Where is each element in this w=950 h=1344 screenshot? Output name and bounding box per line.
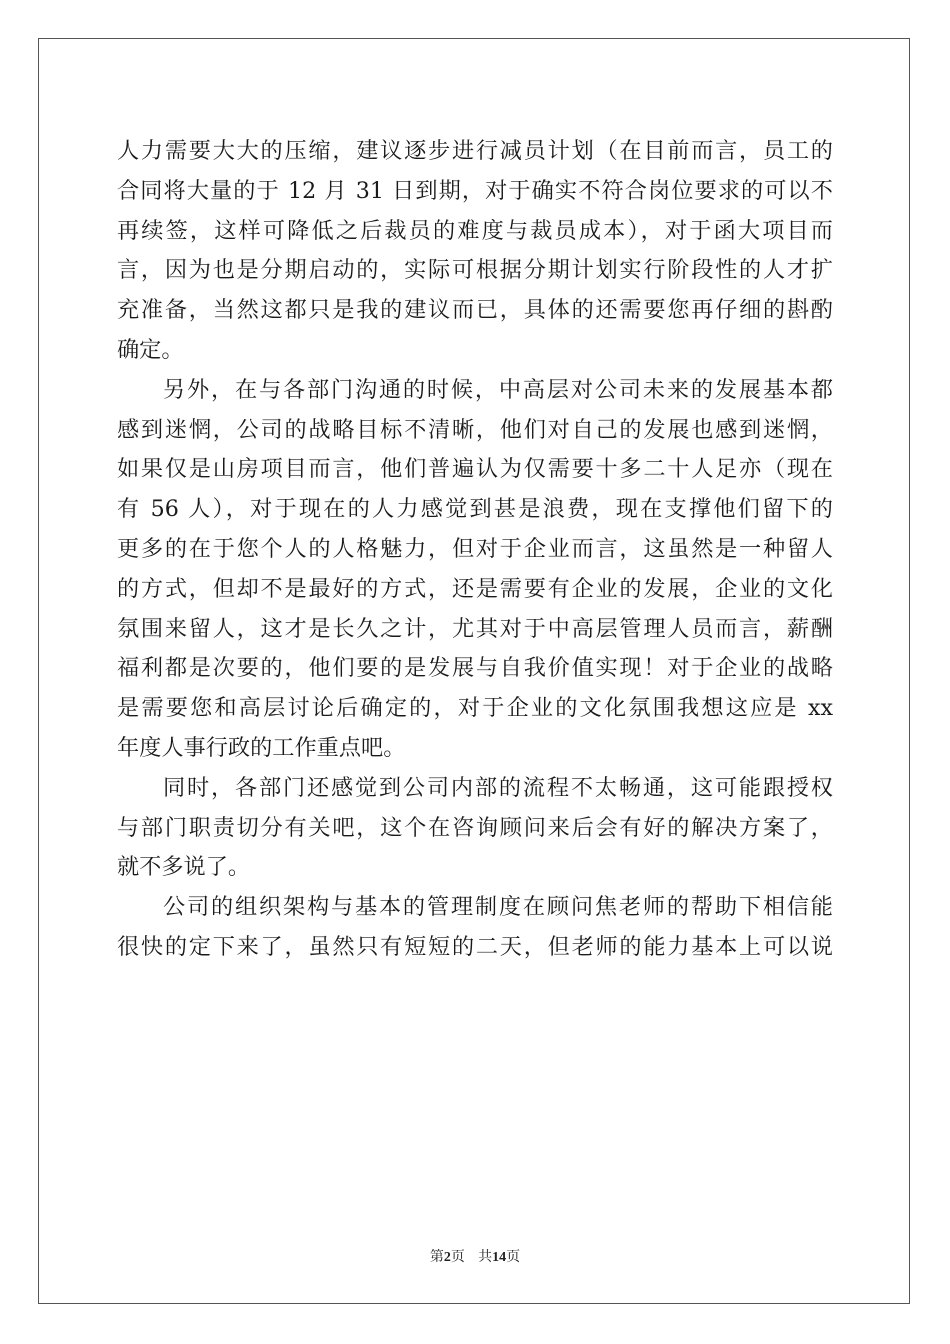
document-body [117, 132, 833, 968]
paragraph-first-line: 另外，在与各部门沟通的时候，中高层对公司未来的发展基本都 [163, 376, 833, 403]
total-suffix: 页 [506, 1249, 521, 1265]
text-line: 合同将大量的于 12 月 31 日到期，对于确实不符合岗位要求的可以不 [117, 177, 833, 204]
total-pages: 14 [492, 1250, 507, 1265]
text-line: 再续签，这样可降低之后裁员的难度与裁员成本），对于函大项目而 [117, 217, 833, 244]
text-line: 确定。 [117, 336, 184, 363]
text-line: 人力需要大大的压缩，建议逐步进行减员计划（在目前而言，员工的 [117, 138, 833, 164]
page-suffix: 页 [450, 1249, 465, 1265]
text-line: 与部门职责切分有关吧，这个在咨询顾问来后会有好的解决方案了， [117, 814, 833, 841]
total-prefix: 共 [478, 1249, 493, 1265]
page-number: 2 [443, 1250, 451, 1265]
text-line: 是需要您和高层讨论后确定的，对于企业的文化氛围我想这应是 xx [117, 695, 833, 722]
text-line: 有 56 人），对于现在的人力感觉到甚是浪费，现在支撑他们留下的 [117, 496, 833, 523]
paragraph-first-line: 同时，各部门还感觉到公司内部的流程不太畅通，这可能跟授权 [163, 774, 833, 801]
text-line: 更多的在于您个人的人格魅力，但对于企业而言，这虽然是一种留人 [117, 535, 833, 562]
text-line: 氛围来留人，这才是长久之计，尤其对于中高层管理人员而言，薪酬 [117, 615, 833, 642]
text-line: 的方式，但却不是最好的方式，还是需要有企业的发展，企业的文化 [117, 575, 833, 602]
text-line: 年度人事行政的工作重点吧。 [117, 734, 406, 761]
page-footer [0, 1248, 950, 1267]
text-line: 如果仅是山房项目而言，他们普遍认为仅需要十多二十人足亦（现在 [117, 456, 833, 483]
page-prefix: 第 [429, 1249, 444, 1265]
text-line: 充准备，当然这都只是我的建议而已，具体的还需要您再仔细的斟酌 [117, 297, 833, 324]
paragraph-first-line: 公司的组织架构与基本的管理制度在顾问焦老师的帮助下相信能 [163, 894, 833, 921]
text-line: 很快的定下来了，虽然只有短短的二天，但老师的能力基本上可以说 [117, 933, 833, 960]
text-line: 言，因为也是分期启动的，实际可根据分期计划实行阶段性的人才扩 [117, 257, 833, 284]
text-line: 福利都是次要的，他们要的是发展与自我价值实现！对于企业的战略 [117, 655, 833, 682]
text-line: 感到迷惘，公司的战略目标不清晰，他们对自己的发展也感到迷惘， [117, 416, 833, 443]
text-line: 就不多说了。 [117, 854, 251, 881]
